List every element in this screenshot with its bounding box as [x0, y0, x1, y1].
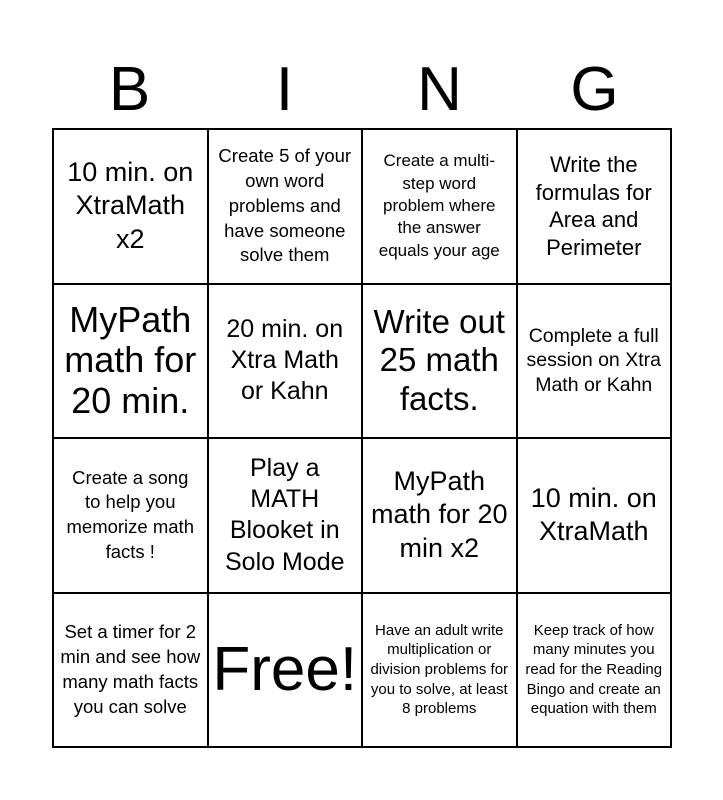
header-letter-b: B	[108, 55, 151, 124]
bingo-cell-text: Create 5 of your own word problems and have someone solve them	[218, 145, 352, 266]
bingo-cell-r4c3[interactable]	[363, 594, 518, 749]
header-letter-i: I	[275, 55, 294, 124]
bingo-cell-r1c2[interactable]	[209, 130, 364, 285]
bingo-cell-text: Play a MATH Blooket in Solo Mode	[224, 453, 345, 576]
bingo-cell-r3c4[interactable]	[518, 439, 673, 594]
bingo-cell-r1c1[interactable]	[54, 130, 209, 285]
bingo-cell-text: Write out 25 math facts.	[373, 302, 505, 418]
bingo-cell-r2c3[interactable]	[363, 285, 518, 440]
header-letter-n: N	[417, 55, 462, 124]
bingo-cell-text: Write the formulas for Area and Perimeter	[535, 152, 652, 260]
bingo-cell-text: 10 min. on XtraMath	[530, 482, 657, 547]
bingo-cell-r1c4[interactable]	[518, 130, 673, 285]
bingo-cell-text: Have an adult write multiplication or division problems for you to solve, at least 8 problems	[370, 621, 509, 718]
bingo-cell-text: Complete a full session on Xtra Math or Kahn	[526, 324, 661, 397]
header-letter-g: G	[570, 55, 619, 124]
bingo-cell-r2c1[interactable]	[54, 285, 209, 440]
bingo-cell-text: Create a song to help you memorize math facts !	[66, 466, 194, 563]
bingo-cell-r3c2[interactable]	[209, 439, 364, 594]
bingo-cell-r4c4[interactable]	[518, 594, 673, 749]
bingo-cell-r3c1[interactable]	[54, 439, 209, 594]
bingo-cell-r1c3[interactable]	[363, 130, 518, 285]
bingo-cell-text: 10 min. on XtraMath x2	[67, 156, 194, 255]
bingo-cell-r2c4[interactable]	[518, 285, 673, 440]
bingo-cell-text: MyPath math for 20 min.	[64, 298, 197, 422]
bingo-cell-text: 20 min. on Xtra Math or Kahn	[226, 314, 344, 406]
bingo-header	[52, 52, 672, 128]
bingo-cell-r3c3[interactable]	[363, 439, 518, 594]
bingo-cell-text: Keep track of how many minutes you read for the Reading Bingo and create an equation with them	[525, 621, 663, 718]
bingo-cell-free-space[interactable]	[209, 594, 364, 749]
bingo-cell-text: Set a timer for 2 min and see how many math facts you can solve	[60, 621, 201, 717]
bingo-cell-r2c2[interactable]	[209, 285, 364, 440]
bingo-board	[52, 128, 672, 748]
bingo-cell-text: MyPath math for 20 min x2	[370, 465, 508, 564]
bingo-cell-text: Create a multi-step word problem where the answer equals your age	[378, 151, 500, 260]
bingo-cell-r4c1[interactable]	[54, 594, 209, 749]
free-space-label: Free!	[212, 635, 358, 705]
